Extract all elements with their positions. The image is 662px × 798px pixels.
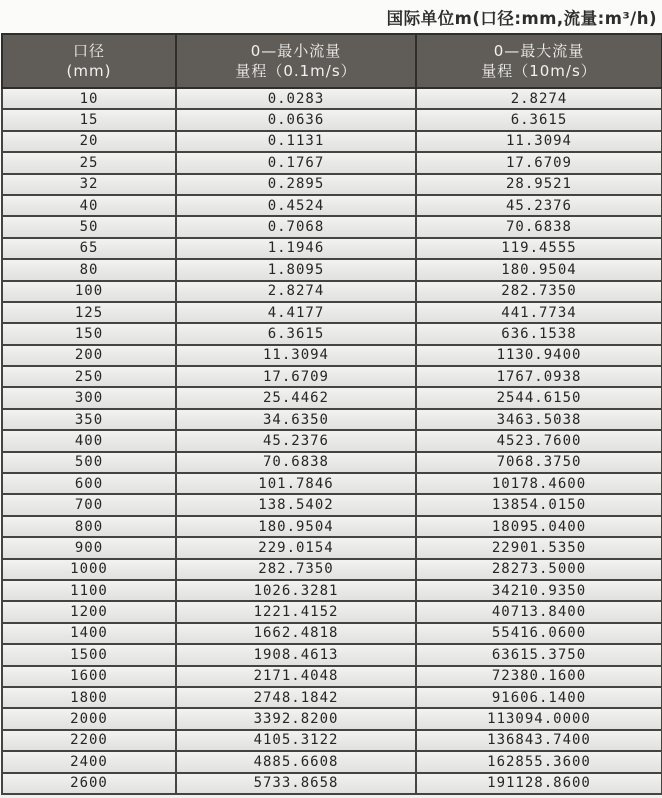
table-cell: 125: [2, 302, 176, 323]
table-cell: 10: [2, 88, 176, 109]
table-cell: 1800: [2, 687, 176, 708]
table-row: [2, 131, 662, 152]
table-cell: 2748.1842: [176, 687, 416, 708]
table-cell: 11.3094: [416, 131, 662, 152]
table-cell: 45.2376: [416, 195, 662, 216]
table-row: [2, 88, 662, 109]
table-cell: 2.8274: [416, 88, 662, 109]
col-header-diameter: [2, 34, 176, 88]
table-cell: 25: [2, 152, 176, 173]
table-cell: 70.6838: [416, 216, 662, 237]
table-cell: 2544.6150: [416, 387, 662, 408]
table-row: [2, 152, 662, 173]
table-row: [2, 559, 662, 580]
table-row: [2, 623, 662, 644]
table-cell: 4105.3122: [176, 730, 416, 751]
table-cell: 138.5402: [176, 494, 416, 515]
table-cell: 136843.7400: [416, 730, 662, 751]
table-cell: 2200: [2, 730, 176, 751]
table-cell: 80: [2, 259, 176, 280]
table-row: [2, 366, 662, 387]
table-cell: 2400: [2, 751, 176, 772]
table-cell: 0.4524: [176, 195, 416, 216]
table-row: [2, 430, 662, 451]
table-cell: 17.6709: [416, 152, 662, 173]
table-cell: 1000: [2, 559, 176, 580]
table-cell: 282.7350: [176, 559, 416, 580]
table-cell: 1100: [2, 580, 176, 601]
table-cell: 1500: [2, 644, 176, 665]
table-cell: 191128.8600: [416, 773, 662, 794]
table-row: [2, 109, 662, 130]
table-row: [2, 494, 662, 515]
col-header-min-flow-line1: 0—最小流量: [250, 41, 342, 60]
table-cell: 1908.4613: [176, 644, 416, 665]
table-row: [2, 302, 662, 323]
table-cell: 100: [2, 281, 176, 302]
table-row: [2, 281, 662, 302]
table-row: [2, 666, 662, 687]
table-cell: 119.4555: [416, 238, 662, 259]
table-row: [2, 452, 662, 473]
table-cell: 2600: [2, 773, 176, 794]
table-body: [2, 88, 662, 794]
table-cell: 18095.0400: [416, 516, 662, 537]
table-cell: 13854.0150: [416, 494, 662, 515]
col-header-diameter-line2: (mm): [66, 62, 112, 80]
table-cell: 40713.8400: [416, 601, 662, 622]
table-cell: 1130.9400: [416, 345, 662, 366]
table-row: [2, 174, 662, 195]
table-cell: 636.1538: [416, 323, 662, 344]
table-cell: 1221.4152: [176, 601, 416, 622]
table-cell: 15: [2, 109, 176, 130]
table-row: [2, 516, 662, 537]
table-cell: 5733.8658: [176, 773, 416, 794]
table-cell: 150: [2, 323, 176, 344]
table-cell: 700: [2, 494, 176, 515]
table-row: [2, 238, 662, 259]
table-cell: 282.7350: [416, 281, 662, 302]
table-cell: 600: [2, 473, 176, 494]
table-cell: 300: [2, 387, 176, 408]
table-cell: 250: [2, 366, 176, 387]
table-row: [2, 323, 662, 344]
table-row: [2, 409, 662, 430]
table-cell: 180.9504: [416, 259, 662, 280]
table-cell: 63615.3750: [416, 644, 662, 665]
table-cell: 50: [2, 216, 176, 237]
table-cell: 0.7068: [176, 216, 416, 237]
table-header-row: [2, 34, 662, 88]
col-header-diameter-line1: 口径: [72, 41, 105, 60]
table-cell: 11.3094: [176, 345, 416, 366]
table-row: [2, 773, 662, 794]
table-cell: 1662.4818: [176, 623, 416, 644]
table-cell: 0.0636: [176, 109, 416, 130]
table-cell: 2000: [2, 708, 176, 729]
table-row: [2, 751, 662, 772]
table-cell: 0.1767: [176, 152, 416, 173]
table-cell: 350: [2, 409, 176, 430]
table-row: [2, 687, 662, 708]
table-cell: 1200: [2, 601, 176, 622]
table-row: [2, 473, 662, 494]
table-cell: 0.1131: [176, 131, 416, 152]
table-cell: 22901.5350: [416, 537, 662, 558]
table-row: [2, 195, 662, 216]
table-cell: 34210.9350: [416, 580, 662, 601]
table-cell: 2.8274: [176, 281, 416, 302]
table-cell: 6.3615: [416, 109, 662, 130]
table-row: [2, 644, 662, 665]
table-cell: 4885.6608: [176, 751, 416, 772]
table-cell: 1026.3281: [176, 580, 416, 601]
table-cell: 180.9504: [176, 516, 416, 537]
table-row: [2, 708, 662, 729]
table-cell: 3392.8200: [176, 708, 416, 729]
table-cell: 65: [2, 238, 176, 259]
table-cell: 91606.1400: [416, 687, 662, 708]
table-cell: 1.1946: [176, 238, 416, 259]
title-bar: [0, 0, 662, 33]
table-cell: 800: [2, 516, 176, 537]
table-cell: 0.0283: [176, 88, 416, 109]
table-cell: 400: [2, 430, 176, 451]
table-row: [2, 730, 662, 751]
table-row: [2, 601, 662, 622]
table-cell: 17.6709: [176, 366, 416, 387]
table-cell: 32: [2, 174, 176, 195]
table-cell: 101.7846: [176, 473, 416, 494]
table-cell: 229.0154: [176, 537, 416, 558]
table-cell: 1767.0938: [416, 366, 662, 387]
table-row: [2, 580, 662, 601]
table-cell: 113094.0000: [416, 708, 662, 729]
table-cell: 72380.1600: [416, 666, 662, 687]
table-cell: 900: [2, 537, 176, 558]
table-cell: 4.4177: [176, 302, 416, 323]
table-row: [2, 345, 662, 366]
table-cell: 1.8095: [176, 259, 416, 280]
table-cell: 45.2376: [176, 430, 416, 451]
table-cell: 1600: [2, 666, 176, 687]
table-cell: 6.3615: [176, 323, 416, 344]
table-cell: 25.4462: [176, 387, 416, 408]
table-cell: 28273.5000: [416, 559, 662, 580]
table-cell: 34.6350: [176, 409, 416, 430]
col-header-min-flow: [176, 34, 416, 88]
col-header-min-flow-line2: 量程（0.1m/s）: [235, 62, 357, 80]
table-cell: 55416.0600: [416, 623, 662, 644]
table-cell: 70.6838: [176, 452, 416, 473]
table-cell: 162855.3600: [416, 751, 662, 772]
col-header-max-flow-line2: 量程（10m/s）: [481, 62, 597, 80]
flow-range-table: [1, 33, 662, 795]
table-cell: 3463.5038: [416, 409, 662, 430]
table-cell: 0.2895: [176, 174, 416, 195]
table-row: [2, 216, 662, 237]
table-cell: 441.7734: [416, 302, 662, 323]
table-row: [2, 537, 662, 558]
table-cell: 4523.7600: [416, 430, 662, 451]
table-row: [2, 387, 662, 408]
table-cell: 7068.3750: [416, 452, 662, 473]
table-cell: 40: [2, 195, 176, 216]
table-cell: 10178.4600: [416, 473, 662, 494]
table-cell: 2171.4048: [176, 666, 416, 687]
table-cell: 28.9521: [416, 174, 662, 195]
table-row: [2, 259, 662, 280]
table-cell: 20: [2, 131, 176, 152]
page-title: 国际单位m(口径:mm,流量:m³/h): [386, 8, 657, 28]
col-header-max-flow-line1: 0—最大流量: [493, 41, 585, 60]
table-cell: 500: [2, 452, 176, 473]
table-cell: 1400: [2, 623, 176, 644]
col-header-max-flow: [416, 34, 662, 88]
table-cell: 200: [2, 345, 176, 366]
